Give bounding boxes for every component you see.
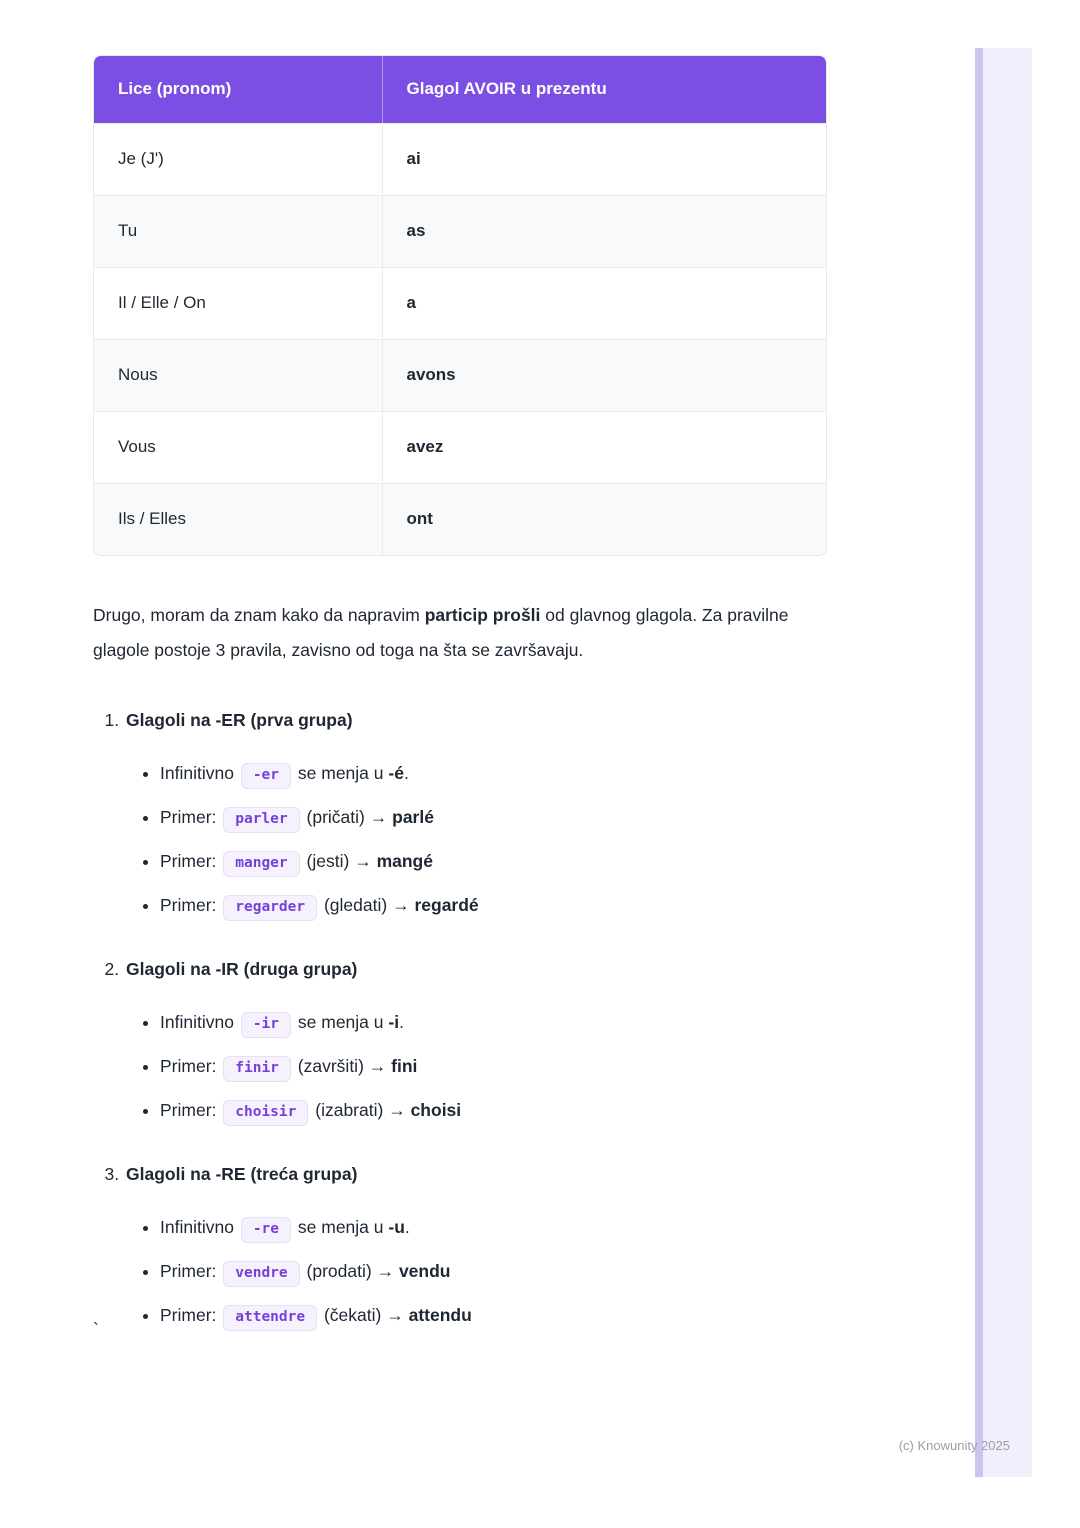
inline-code-verb: choisir: [223, 1100, 308, 1126]
table-row: [94, 195, 827, 267]
rule-pre: Infinitivno: [160, 763, 234, 783]
arrow-icon: →: [388, 1100, 406, 1120]
section-re: [124, 1160, 827, 1331]
section-points: [126, 1212, 827, 1331]
cell-pronoun: Il / Elle / On: [94, 267, 382, 339]
section-points: [126, 1007, 827, 1126]
example-line: [160, 1095, 827, 1126]
rule-suffix: -é: [388, 763, 404, 783]
rule-suffix: -u: [388, 1217, 405, 1237]
example-gloss: (izabrati): [315, 1100, 384, 1120]
section-ir: [124, 955, 827, 1126]
cell-pronoun: Nous: [94, 339, 382, 411]
inline-code-verb: vendre: [223, 1261, 299, 1287]
cell-verb-form: avons: [382, 339, 827, 411]
arrow-icon: →: [368, 1056, 387, 1076]
example-result: fini: [391, 1056, 418, 1076]
copyright-footer: (c) Knowunity 2025: [898, 1438, 1010, 1453]
column-header-verb: Glagol AVOIR u prezentu: [382, 56, 827, 123]
inline-code-ending: -ir: [241, 1012, 291, 1038]
table-row: [94, 411, 827, 483]
rule-line: [160, 758, 827, 789]
intro-paragraph: [93, 598, 827, 668]
example-label: Primer:: [160, 1056, 217, 1076]
example-label: Primer:: [160, 1305, 217, 1325]
table-row: [94, 267, 827, 339]
table: [94, 56, 827, 555]
arrow-icon: →: [392, 895, 410, 915]
inline-code-ending: -er: [241, 763, 291, 789]
rule-line: [160, 1212, 827, 1243]
example-line: [160, 802, 827, 833]
example-result: choisi: [410, 1100, 462, 1120]
inline-code-verb: attendre: [223, 1305, 317, 1331]
example-line: [160, 1051, 827, 1082]
cell-verb-form: ont: [382, 483, 827, 555]
cell-verb-form: avez: [382, 411, 827, 483]
cell-verb-form: ai: [382, 123, 827, 195]
example-label: Primer:: [160, 807, 217, 827]
rule-period: .: [403, 763, 409, 783]
example-label: Primer:: [160, 895, 217, 915]
arrow-icon: →: [369, 807, 388, 827]
rule-pre: Infinitivno: [160, 1217, 234, 1237]
rule-mid: se menja u: [297, 763, 384, 783]
cell-pronoun: Je (J'): [94, 123, 382, 195]
inline-code-verb: manger: [223, 851, 299, 877]
intro-text: od glavnog glagola. Za pravilne glagole postoje 3 pravila, zavisno od toga na šta se završavaju.: [93, 605, 789, 660]
table-row: [94, 339, 827, 411]
cell-verb-form: a: [382, 267, 827, 339]
example-gloss: (završiti): [297, 1056, 364, 1076]
example-line: [160, 890, 827, 921]
example-result: attendu: [408, 1305, 472, 1325]
arrow-icon: →: [354, 851, 372, 871]
rule-mid: se menja u: [297, 1217, 384, 1237]
example-result: parlé: [392, 807, 434, 827]
avoir-conjugation-table: [93, 55, 827, 556]
section-title: Glagoli na -ER (prva grupa): [126, 710, 353, 730]
example-gloss: (pričati): [306, 807, 365, 827]
column-header-pronoun: Lice (pronom): [94, 56, 382, 123]
example-gloss: (gledati): [323, 895, 388, 915]
rule-period: .: [404, 1217, 410, 1237]
page-edge-strip: [975, 48, 1032, 1477]
section-title: Glagoli na -IR (druga grupa): [126, 959, 358, 979]
page-content: [93, 55, 827, 1365]
inline-code-ending: -re: [241, 1217, 291, 1243]
example-label: Primer:: [160, 851, 217, 871]
inline-code-verb: parler: [223, 807, 299, 833]
example-line: [160, 1300, 827, 1331]
rule-line: [160, 1007, 827, 1038]
rule-period: .: [399, 1012, 404, 1032]
arrow-icon: →: [376, 1261, 395, 1281]
rules-list: [93, 706, 827, 1331]
example-line: [160, 1256, 827, 1287]
example-result: vendu: [398, 1261, 451, 1281]
example-line: [160, 846, 827, 877]
example-result: mangé: [376, 851, 433, 871]
section-title: Glagoli na -RE (treća grupa): [126, 1164, 358, 1184]
table-header-row: [94, 56, 827, 123]
example-result: regardé: [414, 895, 479, 915]
example-label: Primer:: [160, 1100, 217, 1120]
cell-verb-form: as: [382, 195, 827, 267]
example-gloss: (prodati): [306, 1261, 372, 1281]
rule-suffix: -i: [388, 1012, 400, 1032]
table-row: [94, 483, 827, 555]
section-er: [124, 706, 827, 921]
arrow-icon: →: [386, 1305, 404, 1325]
cell-pronoun: Tu: [94, 195, 382, 267]
example-gloss: (jesti): [306, 851, 350, 871]
intro-text: Drugo, moram da znam kako da napravim: [93, 605, 420, 625]
cell-pronoun: Ils / Elles: [94, 483, 382, 555]
inline-code-verb: regarder: [223, 895, 317, 921]
section-points: [126, 758, 827, 921]
rule-pre: Infinitivno: [160, 1012, 234, 1032]
cell-pronoun: Vous: [94, 411, 382, 483]
example-gloss: (čekati): [323, 1305, 382, 1325]
rule-mid: se menja u: [297, 1012, 384, 1032]
inline-code-verb: finir: [223, 1056, 291, 1082]
example-label: Primer:: [160, 1261, 217, 1281]
table-row: [94, 123, 827, 195]
intro-bold: particip prošli: [424, 605, 541, 625]
stray-backtick: `: [93, 1320, 99, 1340]
